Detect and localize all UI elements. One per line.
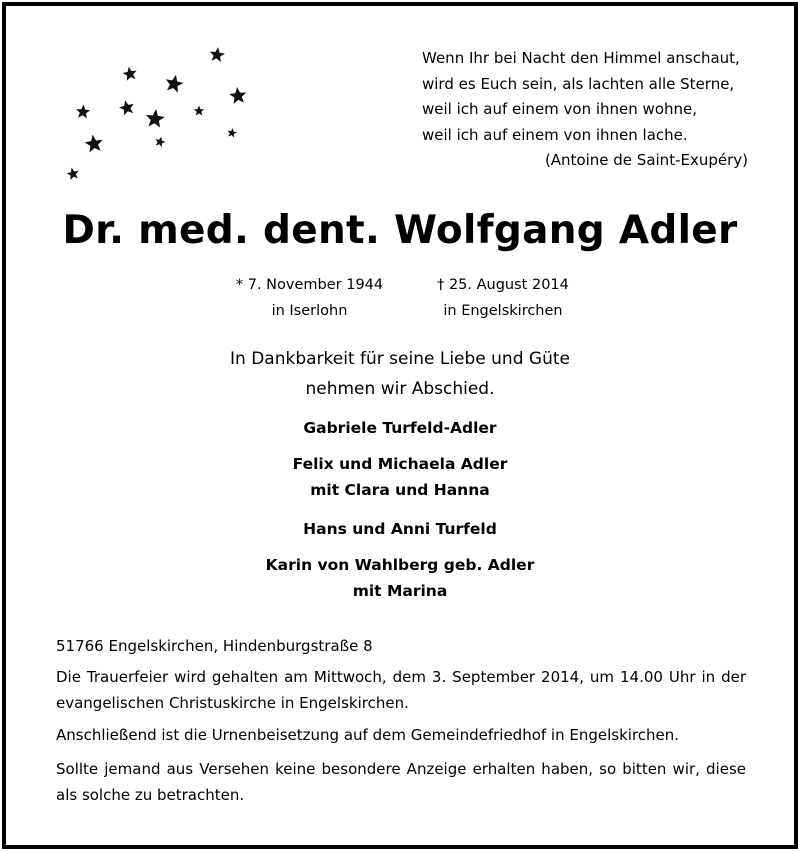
notice-text: Sollte jemand aus Versehen keine besondere Anzeige erhalten haben, so bitten wir, diese als solche zu betrachten. <box>56 760 746 804</box>
mourner-name: mit Clara und Hanna <box>310 481 490 499</box>
star-icon <box>229 86 248 104</box>
star-icon <box>118 98 136 116</box>
birth-info <box>222 272 397 324</box>
star-icon <box>66 166 81 180</box>
quote-line: Wenn Ihr bei Nacht den Himmel anschaut, <box>422 49 740 67</box>
mourner-group <box>0 451 800 503</box>
address: 51766 Engelskirchen, Hindenburgstraße 8 <box>56 637 373 655</box>
star-icon <box>84 133 104 153</box>
quote-line: wird es Euch sein, als lachten alle Sterne, <box>422 74 735 93</box>
farewell-line: In Dankbarkeit für seine Liebe und Güte <box>230 349 570 369</box>
death-date: † 25. August 2014 <box>437 277 569 293</box>
mourner-name: mit Marina <box>352 582 448 600</box>
mourner-name: Karin von Wahlberg geb. Adler <box>265 556 535 574</box>
star-icon <box>164 73 185 94</box>
quote-line: weil ich auf einem von ihnen wohne, <box>422 100 698 118</box>
quote-author: (Antoine de Saint-Exupéry) <box>544 151 748 169</box>
mourner-name: Gabriele Turfeld-Adler <box>303 419 497 437</box>
birth-place: in Iserlohn <box>271 303 348 319</box>
mourner-group <box>0 552 800 604</box>
mourner-name: Felix und Michaela Adler <box>292 455 508 473</box>
death-info <box>418 272 588 324</box>
star-icon <box>75 104 90 119</box>
farewell-line: nehmen wir Abschied. <box>305 379 495 399</box>
mourner-group <box>0 516 800 542</box>
farewell-text <box>0 344 800 404</box>
star-icon <box>122 65 138 81</box>
burial-info: Anschließend ist die Urnenbeisetzung auf dem Gemeindefriedhof in Engelskirchen. <box>56 726 680 744</box>
stars-icon <box>60 40 260 190</box>
quote-line: weil ich auf einem von ihnen lache. <box>422 125 688 144</box>
ceremony-info: Die Trauerfeier wird gehalten am Mittwoch, dem 3. September 2014, um 14.00 Uhr in der evangelischen Christuskirche in Engelskirchen. <box>56 668 746 712</box>
star-icon <box>227 127 238 138</box>
star-icon <box>209 46 226 62</box>
birth-date: * 7. November 1944 <box>235 277 384 293</box>
deceased-name: Dr. med. dent. Wolfgang Adler <box>62 208 738 253</box>
star-icon <box>145 108 166 128</box>
death-place: in Engelskirchen <box>443 303 563 319</box>
mourner-name: Hans und Anni Turfeld <box>303 520 497 538</box>
mourner-group <box>0 415 800 441</box>
star-icon <box>154 135 167 147</box>
epigraph-quote <box>422 46 748 174</box>
star-icon <box>194 106 204 116</box>
